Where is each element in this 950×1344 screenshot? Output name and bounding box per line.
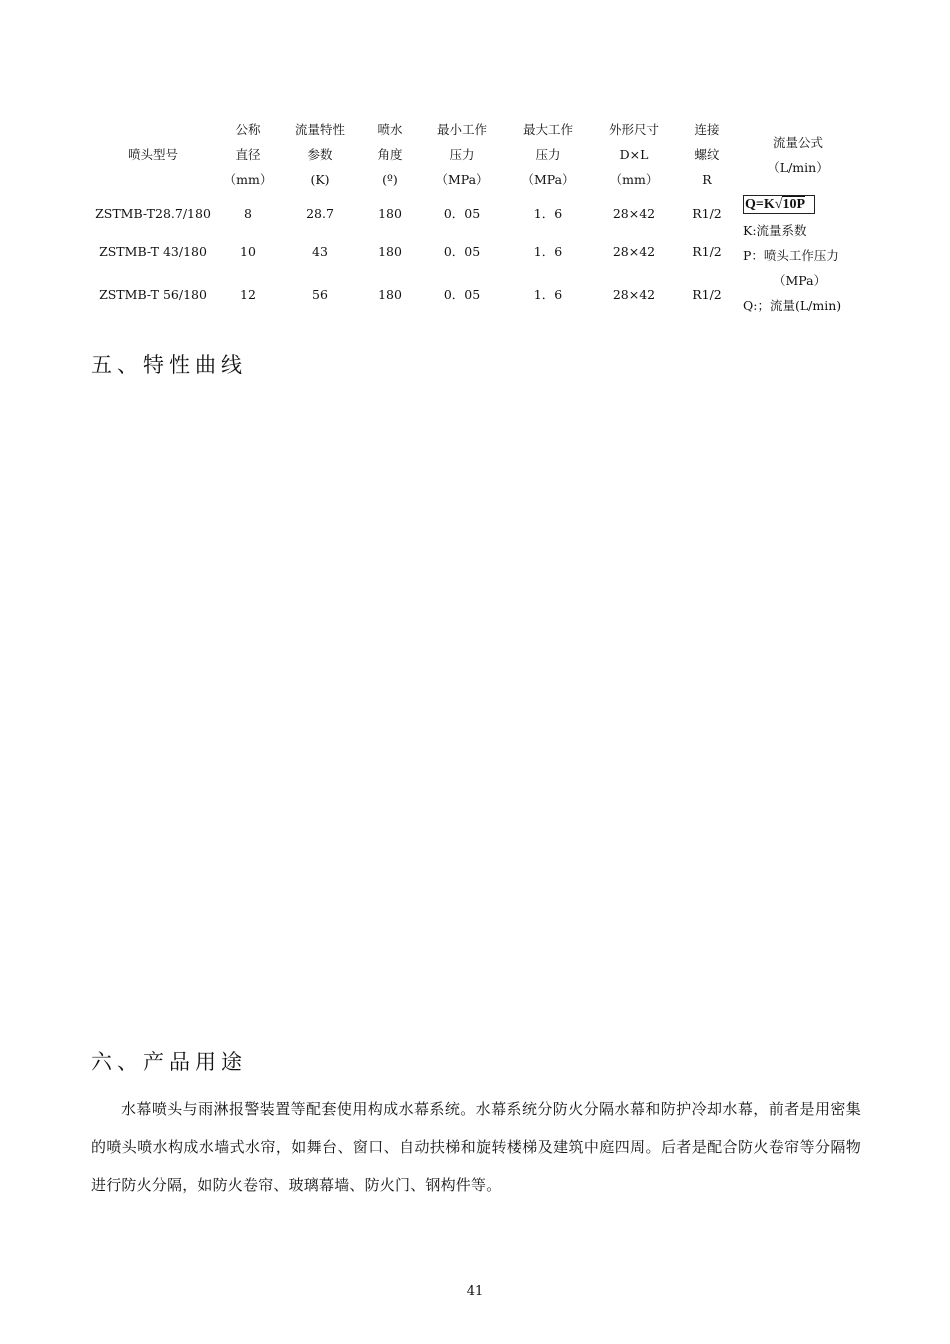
header-k-line2: 参数 (307, 147, 333, 162)
header-max-pressure (508, 117, 588, 192)
header-min-line3: （MPa） (435, 172, 489, 187)
row3-angle: 180 (378, 287, 402, 302)
row2-diameter: 10 (240, 244, 256, 259)
header-min-line1: 最小工作 (436, 122, 487, 137)
header-dim-line3: （mm） (609, 172, 659, 187)
row1-k: 28.7 (306, 206, 334, 221)
header-formula-line2: （L/min） (767, 160, 829, 175)
note-p-unit: （MPa） (773, 273, 827, 288)
row3-k: 56 (312, 287, 328, 302)
row3-dim: 28×42 (612, 287, 656, 302)
note-p: P：喷头工作压力 (743, 248, 839, 263)
row3-min: 0．05 (443, 287, 481, 302)
header-angle-line1: 喷水 (377, 122, 403, 137)
header-flow-formula (743, 130, 853, 180)
header-diameter-line3: （mm） (223, 172, 273, 187)
note-q: Q:；流量(L/min) (743, 298, 842, 313)
row2-k: 43 (312, 244, 328, 259)
row2-angle: 180 (378, 244, 402, 259)
header-dim-line2: D×L (619, 147, 649, 162)
header-k-line3: (K) (310, 172, 330, 187)
header-diameter-line1: 公称 (235, 122, 261, 137)
row2-model: ZSTMB-T 43/180 (99, 244, 207, 259)
radical-sign: √ (774, 197, 783, 212)
row1-dim: 28×42 (612, 206, 656, 221)
section-five-title: 五、特性曲线 (91, 353, 247, 377)
header-angle-line2: 角度 (377, 147, 403, 162)
header-thread-line1: 连接 (694, 122, 720, 137)
header-k-factor (280, 117, 360, 192)
header-dimensions (592, 117, 676, 192)
header-spray-angle (360, 117, 420, 192)
section-six-title: 六、产品用途 (91, 1050, 247, 1074)
header-k-line1: 流量特性 (294, 122, 345, 137)
flow-formula (743, 195, 815, 214)
header-model-line1: 喷头型号 (127, 147, 178, 162)
header-dim-line1: 外形尺寸 (608, 122, 659, 137)
header-diameter (218, 117, 278, 192)
row3-diameter: 12 (240, 287, 256, 302)
row1-angle: 180 (378, 206, 402, 221)
header-thread (677, 117, 737, 192)
row3-max: 1．6 (533, 287, 563, 302)
header-thread-line2: 螺纹 (694, 147, 720, 162)
header-max-line2: 压力 (535, 147, 561, 162)
row2-thread: R1/2 (692, 244, 722, 259)
header-diameter-line2: 直径 (235, 147, 261, 162)
page-number: 41 (466, 1284, 484, 1299)
header-formula-line1: 流量公式 (772, 135, 823, 150)
header-max-line1: 最大工作 (522, 122, 573, 137)
header-thread-line3: R (702, 172, 712, 187)
row1-diameter: 8 (244, 206, 252, 221)
row3-model: ZSTMB-T 56/180 (99, 287, 207, 302)
row1-thread: R1/2 (692, 206, 722, 221)
row1-model: ZSTMB-T28.7/180 (95, 206, 211, 221)
formula-radicand: 10P (782, 197, 806, 212)
header-min-pressure (422, 117, 502, 192)
row1-min: 0．05 (443, 206, 481, 221)
row2-dim: 28×42 (612, 244, 656, 259)
row1-max: 1．6 (533, 206, 563, 221)
note-k: K:流量系数 (743, 223, 807, 238)
row2-max: 1．6 (533, 244, 563, 259)
row3-thread: R1/2 (692, 287, 722, 302)
formula-prefix: Q=K (745, 197, 775, 212)
row2-min: 0．05 (443, 244, 481, 259)
header-angle-line3: (º) (382, 172, 398, 187)
header-model (103, 142, 203, 167)
section-six-paragraph: 水幕喷头与雨淋报警装置等配套使用构成水幕系统。水幕系统分防火分隔水幕和防护冷却水幕，前者是用密集的喷头喷水构成水墙式水帘，如舞台、窗口、自动扶梯和旋转楼梯及建筑中庭四周。后者是配合防火卷帘等分隔物进行防火分隔，如防火卷帘、玻璃幕墙、防火门、钢构件等。 (91, 1100, 861, 1194)
header-min-line2: 压力 (449, 147, 475, 162)
header-max-line3: （MPa） (521, 172, 575, 187)
